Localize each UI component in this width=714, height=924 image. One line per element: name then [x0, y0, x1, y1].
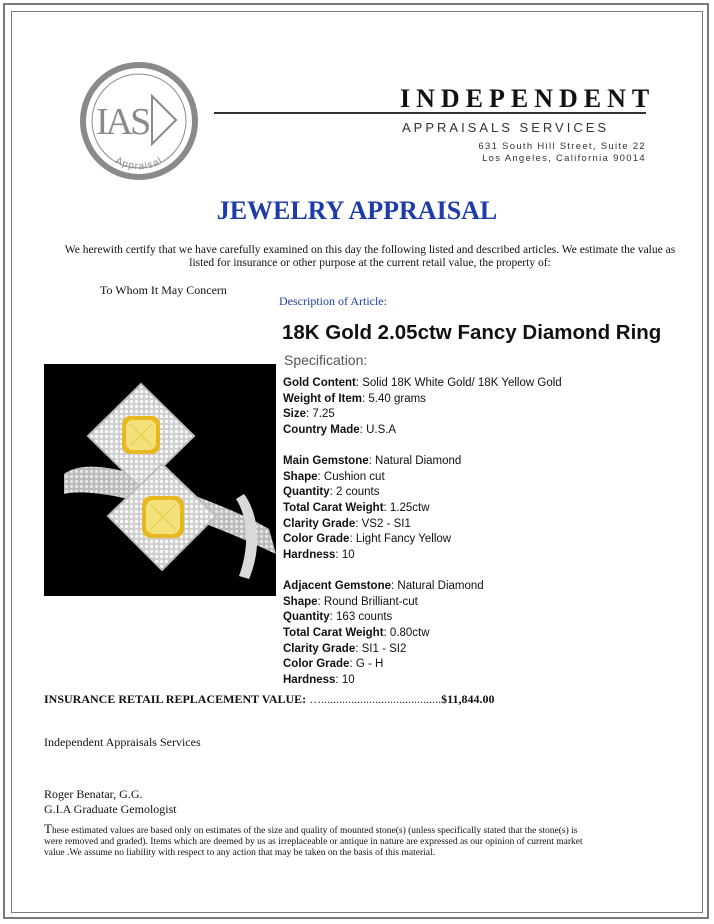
ring-photo — [44, 364, 276, 596]
spec-key: Shape — [283, 595, 318, 608]
spec-row: Shape: Round Brilliant-cut — [283, 595, 418, 608]
specification-label: Specification: — [284, 352, 368, 368]
insurance-value-line — [44, 692, 495, 707]
signer-block — [44, 787, 177, 817]
svg-text:Appraisal — [113, 155, 164, 172]
spec-value: Natural Diamond — [375, 455, 462, 467]
spec-value: 2 counts — [336, 486, 380, 499]
spec-row: Total Carat Weight: 0.80ctw — [283, 627, 430, 640]
spec-row: Size: 7.25 — [283, 408, 335, 421]
logo-ring-text: Appraisal — [113, 155, 165, 173]
spec-row: Main Gemstone: Natural Diamond — [283, 455, 462, 467]
spec-key: Total Carat Weight — [283, 502, 384, 515]
spec-key: Main Gemstone — [283, 455, 369, 467]
spec-row: Gold Content: Solid 18K White Gold/ 18K Yellow Gold — [283, 377, 562, 389]
spec-value: G - H — [355, 658, 384, 671]
spec-key: Clarity Grade — [283, 642, 356, 655]
certification-text: We herewith certify that we have carefully examined on this day the following listed and described articles. We estimate the value as listed for insurance or other purpose at the current retail value, the property of: — [64, 244, 676, 269]
spec-key: Adjacent Gemstone — [283, 580, 391, 592]
spec-value: 7.25 — [312, 408, 335, 421]
spec-key: Hardness — [283, 549, 336, 562]
ias-logo — [80, 62, 198, 180]
spec-group-general — [283, 376, 562, 439]
spec-value: SI1 - SI2 — [361, 642, 407, 655]
spec-key: Size — [283, 408, 307, 421]
spec-key: Hardness — [283, 674, 336, 687]
spec-row: Hardness: 10 — [283, 674, 355, 687]
recipient: To Whom It May Concern — [100, 283, 227, 297]
spec-row: Clarity Grade: SI1 - SI2 — [283, 642, 407, 655]
spec-value: 1.25ctw — [389, 502, 430, 515]
spec-value: 10 — [341, 549, 355, 562]
insurance-leader-dots: …........................................ — [309, 692, 442, 706]
spec-value: Round Brilliant-cut — [323, 595, 418, 608]
spec-value: Solid 18K White Gold/ 18K Yellow Gold — [362, 377, 562, 389]
spec-row: Color Grade: Light Fancy Yellow — [283, 533, 452, 546]
spec-key: Shape — [283, 470, 318, 483]
signer-title: G.I.A Graduate Gemologist — [44, 802, 177, 816]
spec-key: Country Made — [283, 424, 360, 437]
spec-row: Hardness: 10 — [283, 549, 355, 562]
header-rule — [214, 112, 646, 114]
spec-row: Clarity Grade: VS2 - SI1 — [283, 517, 411, 530]
spec-key: Quantity — [283, 486, 330, 499]
spec-key: Total Carat Weight — [283, 627, 384, 640]
document-title: JEWELRY APPRAISAL — [216, 196, 498, 225]
spec-row: Weight of Item: 5.40 grams — [283, 392, 426, 405]
spec-value: U.S.A — [366, 424, 397, 437]
spec-key: Clarity Grade — [283, 517, 356, 530]
spec-key: Weight of Item — [283, 392, 363, 405]
insurance-amount: $11,844.00 — [441, 692, 495, 706]
address-line-2: Los Angeles, California 90014 — [482, 153, 646, 164]
signer-name: Roger Benatar, G.G. — [44, 787, 143, 801]
spec-key: Quantity — [283, 611, 330, 624]
spec-row: Total Carat Weight: 1.25ctw — [283, 502, 430, 515]
spec-key: Color Grade — [283, 658, 350, 671]
address-line-1: 631 South Hill Street, Suite 22 — [478, 141, 646, 152]
spec-group-main-gemstone — [283, 454, 461, 564]
spec-value: VS2 - SI1 — [361, 517, 411, 530]
disclaimer — [44, 823, 584, 859]
item-title: 18K Gold 2.05ctw Fancy Diamond Ring — [282, 321, 662, 344]
disclaimer-text: hese estimated values are based only on estimates of the size and quality of mounted stone(s) (unless specifically stated that the stone(s) is were removed and graded). Items which are deemed by us as irreplaceable or antique in nature are expressed as our opinion of current market value .We assume no liability with respect to any action that may be taken on the basis of this material. — [44, 826, 583, 858]
spec-value: 0.80ctw — [389, 627, 430, 640]
disclaimer-initial: T — [44, 821, 52, 836]
spec-value: Cushion cut — [323, 470, 385, 483]
spec-row: Color Grade: G - H — [283, 658, 384, 671]
spec-key: Gold Content — [283, 377, 356, 389]
spec-value: Light Fancy Yellow — [355, 533, 452, 546]
spec-row: Quantity: 163 counts — [283, 611, 393, 624]
spec-value: 163 counts — [336, 611, 393, 624]
company-subtitle: APPRAISALS SERVICES — [402, 120, 610, 135]
insurance-label: INSURANCE RETAIL REPLACEMENT VALUE: — [44, 692, 307, 706]
spec-value: 5.40 grams — [368, 392, 426, 405]
spec-key: Color Grade — [283, 533, 350, 546]
spec-value: Natural Diamond — [397, 580, 484, 592]
spec-group-adjacent-gemstone — [283, 579, 484, 689]
spec-row: Adjacent Gemstone: Natural Diamond — [283, 580, 484, 592]
description-label: Description of Article: — [279, 294, 387, 308]
spec-row: Country Made: U.S.A — [283, 424, 397, 437]
company-signature-name: Independent Appraisals Services — [44, 735, 201, 749]
spec-value: 10 — [341, 674, 355, 687]
logo-initials: IAS — [96, 101, 149, 143]
spec-row: Shape: Cushion cut — [283, 470, 385, 483]
spec-row: Quantity: 2 counts — [283, 486, 380, 499]
company-name-heading: INDEPENDENT — [400, 84, 656, 113]
